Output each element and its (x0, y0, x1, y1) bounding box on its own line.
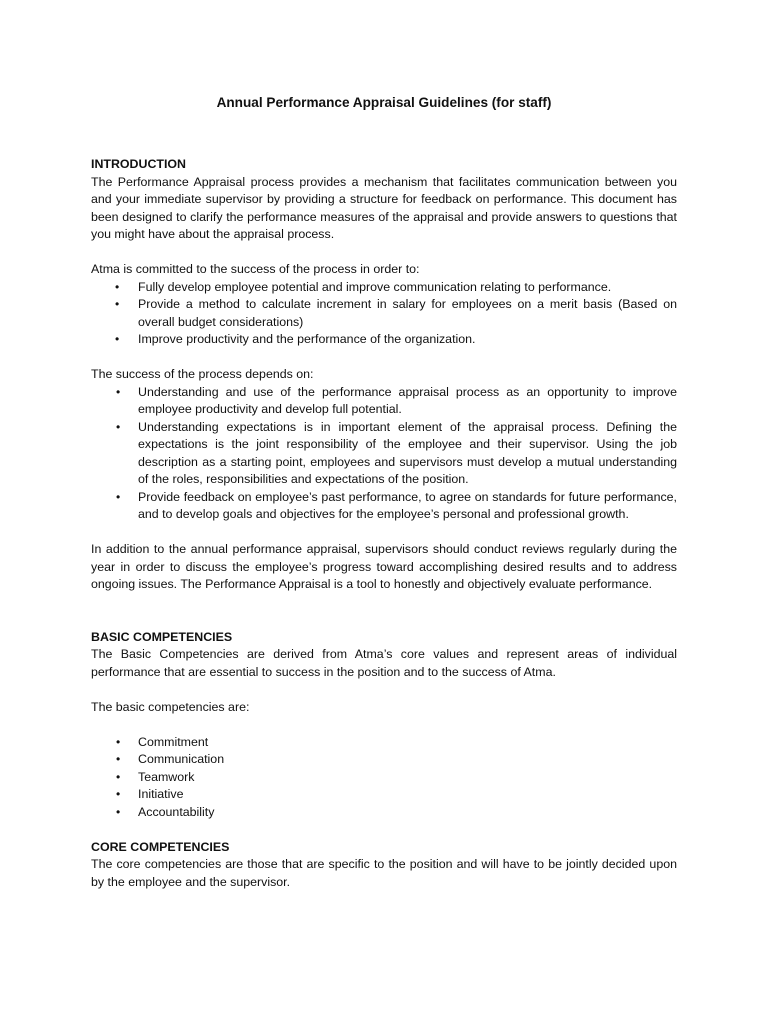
list-item: • Fully develop employee potential and improve communication relating to performance. (91, 279, 677, 297)
introduction-heading: INTRODUCTION (91, 157, 186, 171)
core-competencies-paragraph: The core competencies are those that are specific to the position and will have to be jointly decided upon by the employee and the supervisor. (91, 857, 677, 889)
basic-competencies-list (91, 734, 677, 822)
list-item: • Understanding expectations is in important element of the appraisal process. Defining the expectations is the joint responsibility of the employee and their supervisor. Using the job description as a starting point, employees and supervisors must develop a mutual understanding of the roles, responsibilities and expectations of the position. (91, 419, 677, 489)
addition-paragraph: In addition to the annual performance appraisal, supervisors should conduct reviews regularly during the year in order to discuss the employee’s progress toward accomplishing desired results and to address ongoing issues. The Performance Appraisal is a tool to honestly and objectively evaluate performance. (91, 542, 677, 591)
list-item: • Improve productivity and the performance of the organization. (91, 331, 677, 349)
list-item: • Accountability (91, 804, 677, 822)
core-competencies-heading: CORE COMPETENCIES (91, 839, 230, 854)
list-item: • Provide a method to calculate increment in salary for employees on a merit basis (Based on overall budget considerations) (91, 296, 677, 331)
list-item: • Teamwork (91, 769, 677, 787)
list-item: • Communication (91, 751, 677, 769)
list-item: • Commitment (91, 734, 677, 752)
list-item: • Provide feedback on employee’s past performance, to agree on standards for future performance, and to develop goals and objectives for the employee’s personal and professional growth. (91, 489, 677, 524)
list-item: • Understanding and use of the performance appraisal process as an opportunity to improve employee productivity and develop full potential. (91, 384, 677, 419)
success-lead: The success of the process depends on: (91, 367, 314, 381)
list-item: • Initiative (91, 786, 677, 804)
basic-competencies-paragraph: The Basic Competencies are derived from Atma’s core values and represent areas of individual performance that are essential to success in the position and to the success of Atma. (91, 647, 677, 679)
introduction-paragraph: The Performance Appraisal process provides a mechanism that facilitates communication between you and your immediate supervisor by providing a structure for feedback on performance. This document has been designed to clarify the performance measures of the appraisal and provide answers to questions that you might have about the appraisal process. (91, 174, 677, 241)
commitment-list (91, 279, 677, 349)
commitment-lead: Atma is committed to the success of the process in order to: (91, 262, 420, 276)
basic-competencies-lead: The basic competencies are: (91, 699, 250, 714)
success-list (91, 384, 677, 524)
document-title: Annual Performance Appraisal Guidelines (for staff) (216, 95, 552, 110)
basic-competencies-heading: BASIC COMPETENCIES (91, 629, 233, 644)
